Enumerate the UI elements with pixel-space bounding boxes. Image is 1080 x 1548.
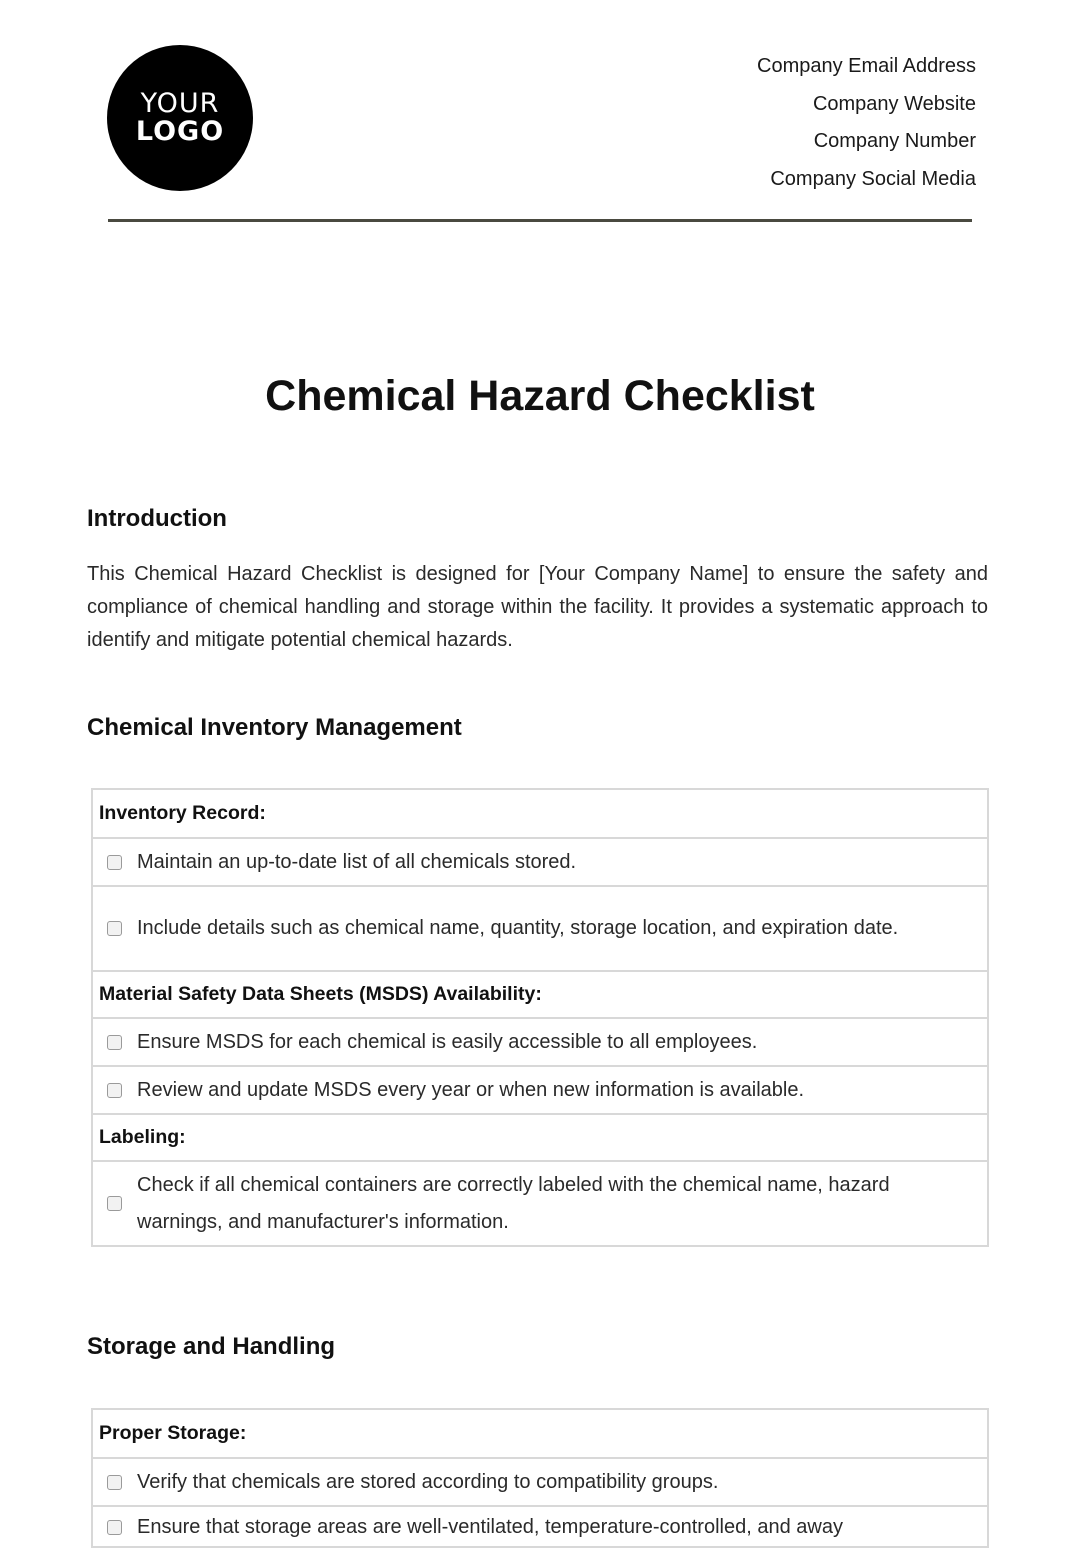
document-title: Chemical Hazard Checklist <box>265 372 815 420</box>
checklist-item[interactable] <box>93 885 987 970</box>
checkbox[interactable] <box>107 1035 122 1050</box>
checklist-item[interactable] <box>93 1505 987 1548</box>
introduction-heading: Introduction <box>87 505 227 532</box>
checklist-item[interactable] <box>93 1160 987 1245</box>
item-text: Include details such as chemical name, quantity, storage location, and expiration date. <box>137 917 899 939</box>
inventory-heading: Chemical Inventory Management <box>87 714 462 741</box>
item-text: Review and update MSDS every year or when new information is available. <box>137 1078 805 1101</box>
company-number: Company Number <box>813 130 976 152</box>
checklist-item[interactable] <box>93 837 987 885</box>
group-label: Proper Storage: <box>99 1422 247 1444</box>
group-label: Inventory Record: <box>99 802 266 824</box>
group-label: Labeling: <box>99 1126 186 1148</box>
item-text: Ensure MSDS for each chemical is easily accessible to all employees. <box>137 1030 758 1053</box>
storage-heading: Storage and Handling <box>87 1333 336 1360</box>
checkbox[interactable] <box>107 921 122 936</box>
company-social-media: Company Social Media <box>770 167 976 190</box>
group-inventory-record <box>93 790 987 837</box>
item-text: Ensure that storage areas are well-ventilated, temperature-controlled, and away <box>137 1516 843 1538</box>
checklist-item[interactable] <box>93 1017 987 1065</box>
checkbox[interactable] <box>107 1520 122 1535</box>
group-msds-availability <box>93 970 987 1017</box>
storage-checklist <box>91 1408 989 1548</box>
checkbox[interactable] <box>107 855 122 870</box>
item-text: Maintain an up-to-date list of all chemicals stored. <box>137 850 577 873</box>
logo-line-2: LOGO <box>135 116 225 147</box>
checkbox[interactable] <box>107 1083 122 1098</box>
header-divider <box>108 219 972 222</box>
item-text: Check if all chemical containers are correctly labeled with the chemical name, hazard warnings, and manufacturer's information. <box>137 1173 890 1233</box>
checkbox[interactable] <box>107 1475 122 1490</box>
company-email: Company Email Address <box>757 55 976 77</box>
introduction-text: This Chemical Hazard Checklist is designed for [Your Company Name] to ensure the safety and compliance of chemical handling and storage within the facility. It provides a systematic approach to identify and mitigate potential chemical hazards. <box>87 563 988 651</box>
company-logo <box>107 45 253 191</box>
checkbox[interactable] <box>107 1196 122 1211</box>
item-text: Verify that chemicals are stored according to compatibility groups. <box>137 1470 719 1493</box>
company-website: Company Website <box>812 92 976 115</box>
company-contact-block <box>757 48 976 198</box>
group-label: Material Safety Data Sheets (MSDS) Availability: <box>99 983 542 1005</box>
checklist-item[interactable] <box>93 1065 987 1113</box>
logo-line-1: YOUR <box>140 87 220 119</box>
checklist-item[interactable] <box>93 1457 987 1505</box>
group-proper-storage <box>93 1410 987 1457</box>
inventory-checklist <box>91 788 989 1247</box>
group-labeling <box>93 1113 987 1160</box>
